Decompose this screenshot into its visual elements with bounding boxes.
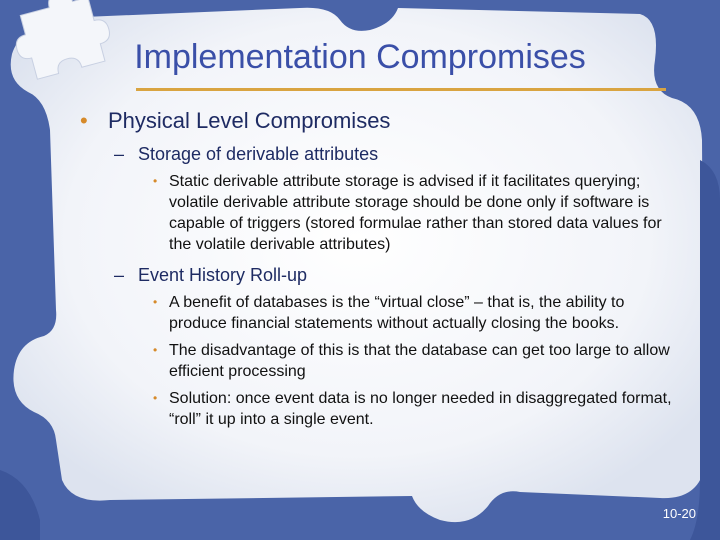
bullet-level2 (78, 265, 678, 286)
bullet-dot-icon: • (153, 295, 158, 309)
bullet-dot-icon: • (153, 174, 158, 188)
bullet-level3 (78, 171, 678, 255)
bullet-level3 (78, 388, 678, 430)
bullet-text: Storage of derivable attributes (138, 144, 379, 164)
slide-body (78, 106, 678, 430)
bullet-text: Static derivable attribute storage is advised if it facilitates querying; volatile derivable attribute storage should be done only if software is capable of triggers (stored formulae rather than stored data values for the volatile derivable attributes) (169, 173, 662, 253)
dash-icon: – (114, 144, 125, 164)
title-underline (136, 88, 666, 91)
dash-icon: – (114, 265, 125, 285)
bullet-dot-icon: • (153, 391, 158, 405)
bullet-level2 (78, 144, 678, 165)
bullet-dot-icon: • (80, 108, 88, 133)
page-number: 10-20 (662, 506, 696, 521)
bullet-text: Event History Roll-up (138, 265, 308, 285)
bullet-level3 (78, 340, 678, 382)
bullet-text: Physical Level Compromises (108, 108, 391, 133)
bullet-level1 (78, 108, 678, 134)
bullet-dot-icon: • (153, 343, 158, 357)
slide-title: Implementation Compromises (134, 38, 586, 76)
bullet-text: The disadvantage of this is that the database can get too large to allow efficient processing (169, 342, 670, 380)
bullet-level3 (78, 292, 678, 334)
bullet-text: Solution: once event data is no longer needed in disaggregated format, “roll” it up into a single event. (169, 390, 672, 428)
bullet-text: A benefit of databases is the “virtual close” – that is, the ability to produce financial statements without actually closing the books. (169, 294, 625, 332)
